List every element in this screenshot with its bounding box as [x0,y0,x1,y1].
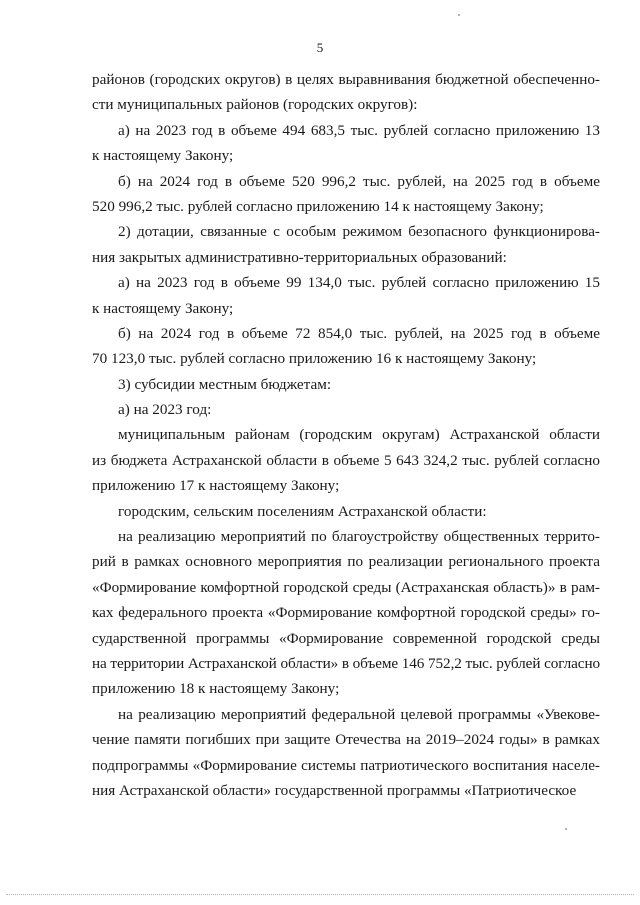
text-line: рий в рамках основного мероприятия по реализации регионального проекта [92,553,600,571]
text-line: 520 996,2 тыс. рублей согласно приложению 14 к настоящему Закону; [92,197,544,215]
text-line: приложению 17 к настоящему Закону; [92,477,340,495]
text-line: ния закрытых административно-территориальных образований: [92,248,507,266]
scan-artifact [458,14,460,16]
text-line: «Формирование комфортной городской среды (Астраханская область)» в рам- [92,578,600,596]
text-line: из бюджета Астраханской области в объеме 5 643 324,2 тыс. рублей согласно [92,451,600,469]
text-line: сударственной программы «Формирование современной городской среды [92,629,600,647]
text-line: а) на 2023 год в объеме 99 134,0 тыс. рублей согласно приложению 15 [118,274,600,292]
text-line: сти муниципальных районов (городских округов): [92,96,418,114]
scan-artifact [565,828,567,830]
text-line: на реализацию мероприятий по благоустройству общественных террито- [118,528,600,546]
text-line: 3) субсидии местным бюджетам: [118,375,332,393]
text-line: а) на 2023 год в объеме 494 683,5 тыс. рублей согласно приложению 13 [118,121,600,139]
scan-edge-line [6,894,634,895]
text-line: городским, сельским поселениям Астраханской области: [118,502,487,520]
text-line: б) на 2024 год в объеме 520 996,2 тыс. рублей, на 2025 год в объеме [118,172,600,190]
text-line: на реализацию мероприятий федеральной целевой программы «Увекове- [118,705,600,723]
text-line: районов (городских округов) в целях выравнивания бюджетной обеспеченно- [92,71,600,88]
text-line: ках федерального проекта «Формирование комфортной городской среды» го- [92,604,600,622]
text-line: к настоящему Закону; [92,299,234,317]
text-line: ния Астраханской области» государственной программы «Патриотическое [92,781,577,799]
text-line: 2) дотации, связанные с особым режимом безопасного функционирова- [118,223,600,241]
text-line: на территории Астраханской области» в объеме 146 752,2 тыс. рублей согласно [92,654,600,672]
text-line: муниципальным районам (городским округам) Астраханской области [118,426,600,444]
text-line: а) на 2023 год: [118,401,212,419]
document-body [92,67,600,803]
text-line: приложению 18 к настоящему Закону; [92,680,340,698]
text-line: чение памяти погибших при защите Отечества на 2019–2024 годы» в рамках [92,731,600,749]
text-line: подпрограммы «Формирование системы патриотического воспитания населе- [92,756,600,774]
text-line: 70 123,0 тыс. рублей согласно приложению 16 к настоящему Закону; [92,350,537,368]
text-line: к настоящему Закону; [92,147,234,165]
page-number: 5 [316,40,324,55]
text-line: б) на 2024 год в объеме 72 854,0 тыс. рублей, на 2025 год в объеме [118,324,600,342]
